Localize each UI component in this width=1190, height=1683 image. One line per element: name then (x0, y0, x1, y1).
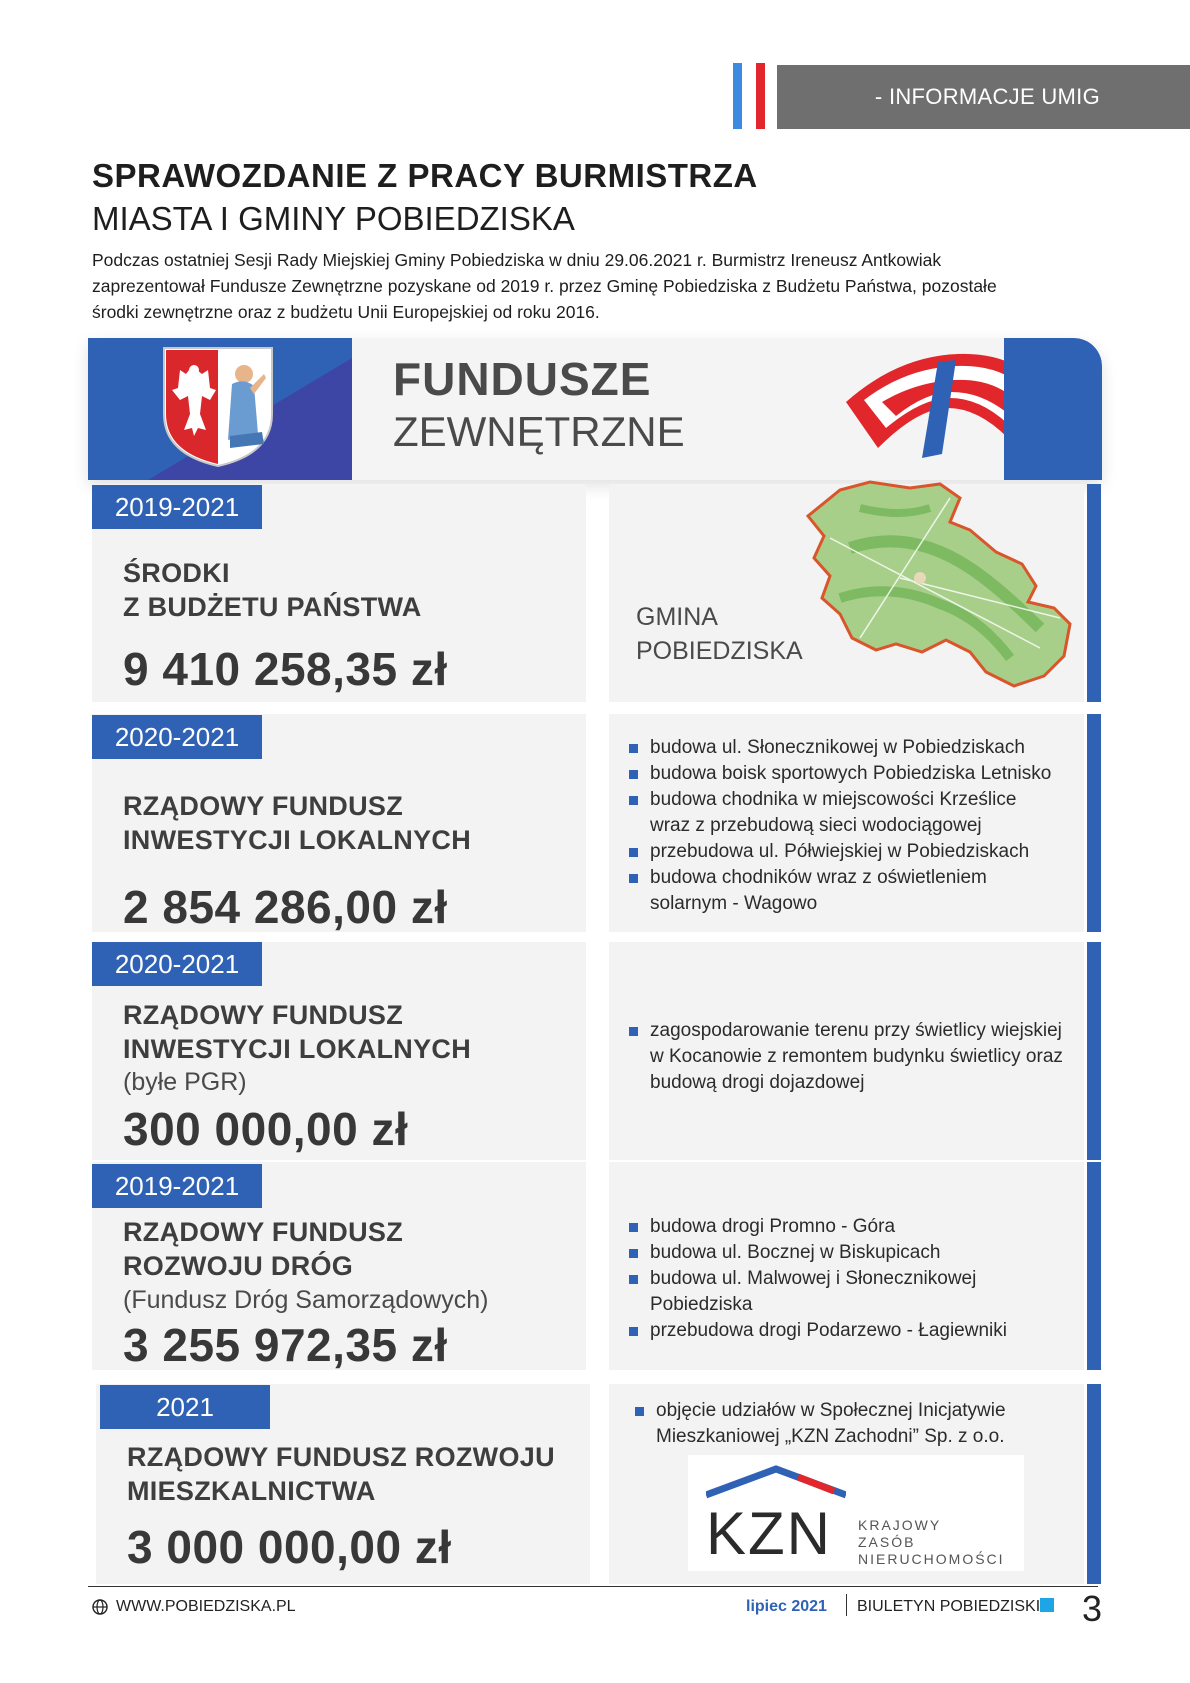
fund-category-4 (123, 1215, 403, 1283)
fund-years-1: 2019-2021 (92, 485, 262, 529)
list-item: budowa chodników wraz z oświetleniem solarnym - Wagowo (627, 865, 1047, 917)
fund-subtitle-4: (Fundusz Dróg Samorządowych) (123, 1286, 489, 1314)
coat-of-arms-icon (158, 344, 278, 470)
footer-website[interactable] (92, 1598, 296, 1616)
map-label-line: POBIEDZISKA (636, 637, 803, 665)
fund-years-4: 2019-2021 (92, 1164, 262, 1208)
fund-subtitle-3: (byłe PGR) (123, 1068, 247, 1096)
article-title: SPRAWOZDANIE Z PRACY BURMISTRZA (92, 157, 758, 194)
page-number: 3 (1082, 1588, 1103, 1629)
fund-amount-3: 300 000,00 zł (123, 1103, 409, 1155)
kzn-tagline-line: NIERUCHOMOŚCI (858, 1551, 1005, 1567)
fund-years-5: 2021 (100, 1385, 270, 1429)
fund-category-line: ŚRODKI (123, 558, 230, 588)
kzn-roof-icon (706, 1465, 846, 1501)
footer-divider (88, 1586, 1098, 1587)
banner-left-panel (88, 338, 352, 480)
fund-category-3 (123, 998, 471, 1066)
kzn-logo (688, 1455, 1024, 1571)
fund-category-line: INWESTYCJI LOKALNYCH (123, 1034, 472, 1064)
fund-amount-4: 3 255 972,35 zł (123, 1319, 448, 1371)
fund-detail-bar-3 (1087, 942, 1101, 1160)
kzn-letters: KZN (706, 1500, 832, 1567)
fund-detail-bar-5 (1087, 1384, 1101, 1584)
banner-subtitle: ZEWNĘTRZNE (393, 408, 685, 455)
list-item: budowa ul. Bocznej w Biskupicach (627, 1240, 1067, 1266)
list-item: budowa drogi Promno - Góra (627, 1214, 1067, 1240)
kzn-tagline-line: KRAJOWY (858, 1517, 942, 1533)
kzn-tagline-line: ZASÓB (858, 1534, 916, 1550)
footer-separator (846, 1594, 847, 1616)
map-label-line: GMINA (636, 603, 718, 631)
fund-years-2: 2020-2021 (92, 715, 262, 759)
footer-square-icon (1040, 1598, 1054, 1612)
gmina-map-image (800, 478, 1075, 698)
fund-category-line: RZĄDOWY FUNDUSZ ROZWOJU (127, 1442, 555, 1472)
banner-right-panel (1004, 338, 1102, 480)
fund-category-line: ROZWOJU DRÓG (123, 1251, 354, 1281)
banner-title: FUNDUSZE (393, 353, 652, 405)
fund-detail-bar-1 (1087, 484, 1101, 702)
footer-website-text: WWW.POBIEDZISKA.PL (116, 1598, 296, 1615)
kzn-tagline (858, 1517, 1005, 1568)
fund-category-line: RZĄDOWY FUNDUSZ (123, 1217, 403, 1247)
list-item: przebudowa ul. Półwiejskiej w Pobiedziskach (627, 839, 1097, 865)
list-item: przebudowa drogi Podarzewo - Łagiewniki (627, 1318, 1067, 1344)
fund-amount-5: 3 000 000,00 zł (127, 1521, 452, 1573)
fund-years-3: 2020-2021 (92, 942, 262, 986)
fund-amount-2: 2 854 286,00 zł (123, 881, 448, 933)
fund-category-line: INWESTYCJI LOKALNYCH (123, 825, 472, 855)
fund-category-1 (123, 556, 422, 624)
list-item: budowa ul. Słonecznikowej w Pobiedziskach (627, 735, 1097, 761)
fund-category-line: MIESZKALNICTWA (127, 1476, 376, 1506)
globe-icon (92, 1599, 108, 1615)
header-stripe-white (744, 63, 753, 129)
header-stripe-blue (733, 63, 742, 129)
header-stripe-red (756, 63, 765, 129)
fund-category-line: RZĄDOWY FUNDUSZ (123, 791, 403, 821)
funds-banner (88, 338, 1102, 480)
footer-publication: BIULETYN POBIEDZISKI (857, 1598, 1041, 1615)
list-item: budowa chodnika w miejscowości Krześlice wraz z przebudową sieci wodociągowej (627, 787, 1047, 839)
fund-category-2 (123, 789, 471, 857)
fund-bullets-5 (633, 1398, 1053, 1450)
fund-bullets-2 (627, 735, 1097, 917)
fund-detail-bar-4 (1087, 1162, 1101, 1370)
list-item: zagospodarowanie terenu przy świetlicy wiejskiej w Kocanowie z remontem budynku świetlicy oraz budową drogi dojazdowej (627, 1018, 1077, 1096)
fund-category-line: Z BUDŻETU PAŃSTWA (123, 592, 422, 622)
footer-month: lipiec 2021 (746, 1598, 827, 1615)
list-item: objęcie udziałów w Społecznej Inicjatywie Mieszkaniowej „KZN Zachodni” Sp. z o.o. (633, 1398, 1053, 1450)
fund-amount-1: 9 410 258,35 zł (123, 643, 448, 695)
map-label (636, 600, 803, 668)
fund-bullets-3 (627, 1018, 1077, 1096)
article-subtitle: MIASTA I GMINY POBIEDZISKA (92, 200, 575, 237)
fund-bullets-4 (627, 1214, 1067, 1344)
section-label: - INFORMACJE UMIG (777, 65, 1190, 129)
list-item: budowa boisk sportowych Pobiedziska Letnisko (627, 761, 1097, 787)
list-item: budowa ul. Malwowej i Słonecznikowej Pobiedziska (627, 1266, 1027, 1318)
fund-category-line: RZĄDOWY FUNDUSZ (123, 1000, 403, 1030)
fund-category-5 (127, 1440, 555, 1508)
article-intro: Podczas ostatniej Sesji Rady Miejskiej Gminy Pobiedziska w dniu 29.06.2021 r. Burmistrz Ireneusz Antkowiak zaprezentował Fundusze Zewnętrzne pozyskane od 2019 r. przez Gminę Pobiedziska z Budżetu Państwa, pozostałe środki zewnętrzne oraz z budżetu Unii Europejskiej od roku 2016. (92, 250, 997, 322)
